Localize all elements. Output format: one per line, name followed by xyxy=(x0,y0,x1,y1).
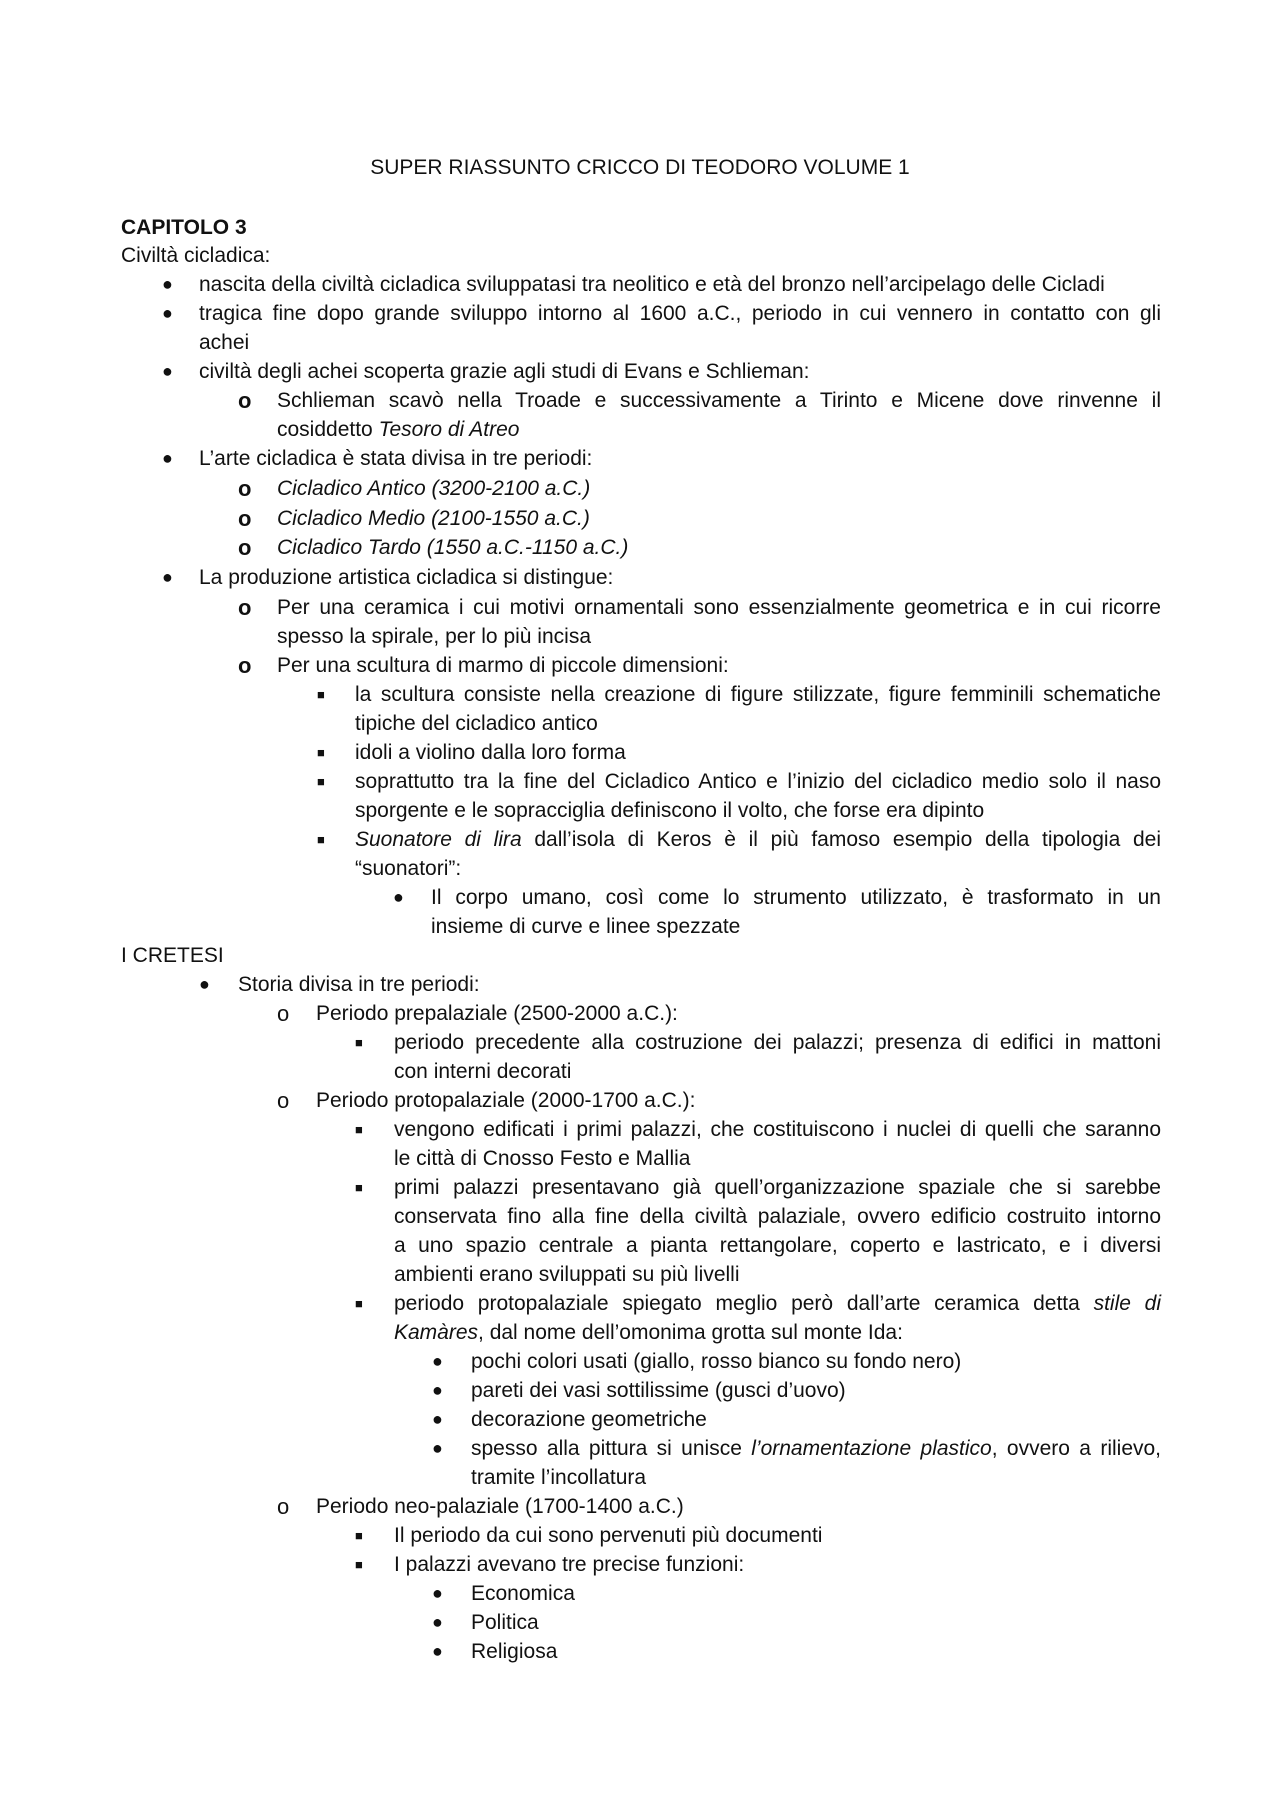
text-span: spesso alla pittura si unisce xyxy=(471,1437,752,1460)
italic-title: Suonatore di lira xyxy=(355,828,522,851)
text-span: , dal nome dell’omonima grotta sul monte Ida: xyxy=(478,1321,903,1344)
page-title: SUPER RIASSUNTO CRICCO DI TEODORO VOLUME 1 xyxy=(370,156,910,179)
italic-term: Kamàres xyxy=(394,1321,479,1344)
list-item: Storia divisa in tre periodi: xyxy=(238,973,480,996)
bullet-icon: ● xyxy=(162,448,173,468)
list-item: civiltà degli achei scoperta grazie agli studi di Evans e Schlieman: xyxy=(199,360,810,383)
circle-bullet-icon: o xyxy=(238,653,252,678)
bullet-icon: ● xyxy=(432,1409,443,1429)
sub-list-item: Per una scultura di marmo di piccole dimensioni: xyxy=(277,654,729,677)
chapter-heading: CAPITOLO 3 xyxy=(121,216,247,239)
detail-item xyxy=(394,1289,1161,1318)
nested-item xyxy=(471,1434,1161,1463)
bullet-icon: ● xyxy=(162,274,173,294)
detail-item-continuation: ambienti erano sviluppati su più livelli xyxy=(394,1263,740,1286)
sub-list-item: Per una ceramica i cui motivi ornamentali sono essenzialmente geometrica e in cui ricorre xyxy=(277,596,1161,619)
period-item: Cicladico Tardo (1550 a.C.-1150 a.C.) xyxy=(277,536,629,559)
square-bullet-icon: ■ xyxy=(317,774,325,789)
detail-item: periodo precedente alla costruzione dei palazzi; presenza di edifici in mattoni xyxy=(394,1031,1161,1054)
square-bullet-icon: ■ xyxy=(317,687,325,702)
square-bullet-icon: ■ xyxy=(355,1035,363,1050)
bullet-icon: ● xyxy=(393,887,404,907)
detail-item-continuation: a uno spazio centrale a pianta rettangolare, coperto e lastricato, e i diversi xyxy=(394,1234,1161,1257)
period-item: Cicladico Antico (3200-2100 a.C.) xyxy=(277,477,591,500)
bullet-icon: ● xyxy=(432,1641,443,1661)
list-item: nascita della civiltà cicladica sviluppatasi tra neolitico e età del bronzo nell’arcipelago delle Cicladi xyxy=(199,273,1105,296)
circle-bullet-icon: o xyxy=(277,1001,290,1026)
square-bullet-icon: ■ xyxy=(355,1557,363,1572)
circle-bullet-icon: o xyxy=(277,1088,290,1113)
circle-bullet-icon: o xyxy=(238,595,252,620)
nested-item: pareti dei vasi sottilissime (gusci d’uovo) xyxy=(471,1379,846,1402)
nested-item: decorazione geometriche xyxy=(471,1408,707,1431)
circle-bullet-icon: o xyxy=(238,476,252,501)
text-span: cosiddetto xyxy=(277,418,379,441)
detail-item-continuation xyxy=(394,1318,903,1347)
detail-item: Il periodo da cui sono pervenuti più documenti xyxy=(394,1524,823,1547)
bullet-icon: ● xyxy=(162,303,173,323)
detail-item-continuation: sporgente e le sopracciglia definiscono il volto, che forse era dipinto xyxy=(355,799,985,822)
circle-bullet-icon: o xyxy=(238,388,252,413)
text-span: , ovvero a rilievo, xyxy=(991,1437,1162,1460)
list-item: L’arte cicladica è stata divisa in tre periodi: xyxy=(199,447,593,470)
detail-item: la scultura consiste nella creazione di figure stilizzate, figure femminili schematiche xyxy=(355,683,1161,706)
italic-term: stile di xyxy=(1093,1292,1162,1315)
detail-item: I palazzi avevano tre precise funzioni: xyxy=(394,1553,745,1576)
circle-bullet-icon: o xyxy=(238,535,252,560)
bullet-icon: ● xyxy=(199,974,210,994)
bullet-icon: ● xyxy=(162,567,173,587)
bullet-icon: ● xyxy=(432,1583,443,1603)
bullet-icon: ● xyxy=(432,1380,443,1400)
bullet-icon: ● xyxy=(432,1351,443,1371)
sub-list-item-continuation xyxy=(277,415,519,444)
period-item: Cicladico Medio (2100-1550 a.C.) xyxy=(277,507,590,530)
list-item: tragica fine dopo grande sviluppo intorno al 1600 a.C., periodo in cui vennero in contatto con gli xyxy=(199,302,1161,325)
square-bullet-icon: ■ xyxy=(355,1296,363,1311)
detail-item: primi palazzi presentavano già quell’organizzazione spaziale che si sarebbe xyxy=(394,1176,1161,1199)
circle-bullet-icon: o xyxy=(277,1494,290,1519)
list-item: La produzione artistica cicladica si distingue: xyxy=(199,566,614,589)
detail-item-continuation: tipiche del cicladico antico xyxy=(355,712,598,735)
square-bullet-icon: ■ xyxy=(355,1122,363,1137)
sub-list-item: Schlieman scavò nella Troade e successivamente a Tirinto e Micene dove rinvenne il xyxy=(277,389,1161,412)
list-item-continuation: achei xyxy=(199,331,250,354)
detail-item: vengono edificati i primi palazzi, che costituiscono i nuclei di quelli che saranno xyxy=(394,1118,1161,1141)
square-bullet-icon: ■ xyxy=(317,745,325,760)
nested-item: Religiosa xyxy=(471,1640,558,1663)
italic-term: l’ornamentazione plastico xyxy=(751,1437,992,1460)
italic-title: Tesoro di Atreo xyxy=(378,418,520,441)
text-span: dall’isola di Keros è il più famoso esempio della tipologia dei xyxy=(521,828,1161,851)
nested-item: pochi colori usati (giallo, rosso bianco su fondo nero) xyxy=(471,1350,962,1373)
nested-item-continuation: tramite l’incollatura xyxy=(471,1466,647,1489)
square-bullet-icon: ■ xyxy=(317,832,325,847)
nested-item: Economica xyxy=(471,1582,575,1605)
detail-item-continuation: conservata fino alla fine della civiltà palaziale, ovvero edificio costruito intorno xyxy=(394,1205,1161,1228)
detail-item-continuation: “suonatori”: xyxy=(355,857,462,880)
section-heading-cicladi: Civiltà cicladica: xyxy=(121,244,271,267)
section-heading-cretesi: I CRETESI xyxy=(121,944,224,967)
bullet-icon: ● xyxy=(162,361,173,381)
period-heading: Periodo neo-palaziale (1700-1400 a.C.) xyxy=(316,1495,684,1518)
nested-item: Il corpo umano, così come lo strumento utilizzato, è trasformato in un xyxy=(431,886,1161,909)
square-bullet-icon: ■ xyxy=(355,1528,363,1543)
nested-item: Politica xyxy=(471,1611,539,1634)
period-heading: Periodo protopalaziale (2000-1700 a.C.): xyxy=(316,1089,696,1112)
sub-list-item-continuation: spesso la spirale, per lo più incisa xyxy=(277,625,591,648)
detail-item-continuation: con interni decorati xyxy=(394,1060,572,1083)
detail-item: idoli a violino dalla loro forma xyxy=(355,741,626,764)
detail-item-continuation: le città di Cnosso Festo e Mallia xyxy=(394,1147,691,1170)
nested-item-continuation: insieme di curve e linee spezzate xyxy=(431,915,741,938)
bullet-icon: ● xyxy=(432,1612,443,1632)
circle-bullet-icon: o xyxy=(238,506,252,531)
bullet-icon: ● xyxy=(432,1438,443,1458)
text-span: periodo protopalaziale spiegato meglio però dall’arte ceramica detta xyxy=(394,1292,1094,1315)
detail-item: soprattutto tra la fine del Cicladico Antico e l’inizio del cicladico medio solo il naso xyxy=(355,770,1161,793)
detail-item xyxy=(355,825,1161,854)
square-bullet-icon: ■ xyxy=(355,1180,363,1195)
period-heading: Periodo prepalaziale (2500-2000 a.C.): xyxy=(316,1002,678,1025)
